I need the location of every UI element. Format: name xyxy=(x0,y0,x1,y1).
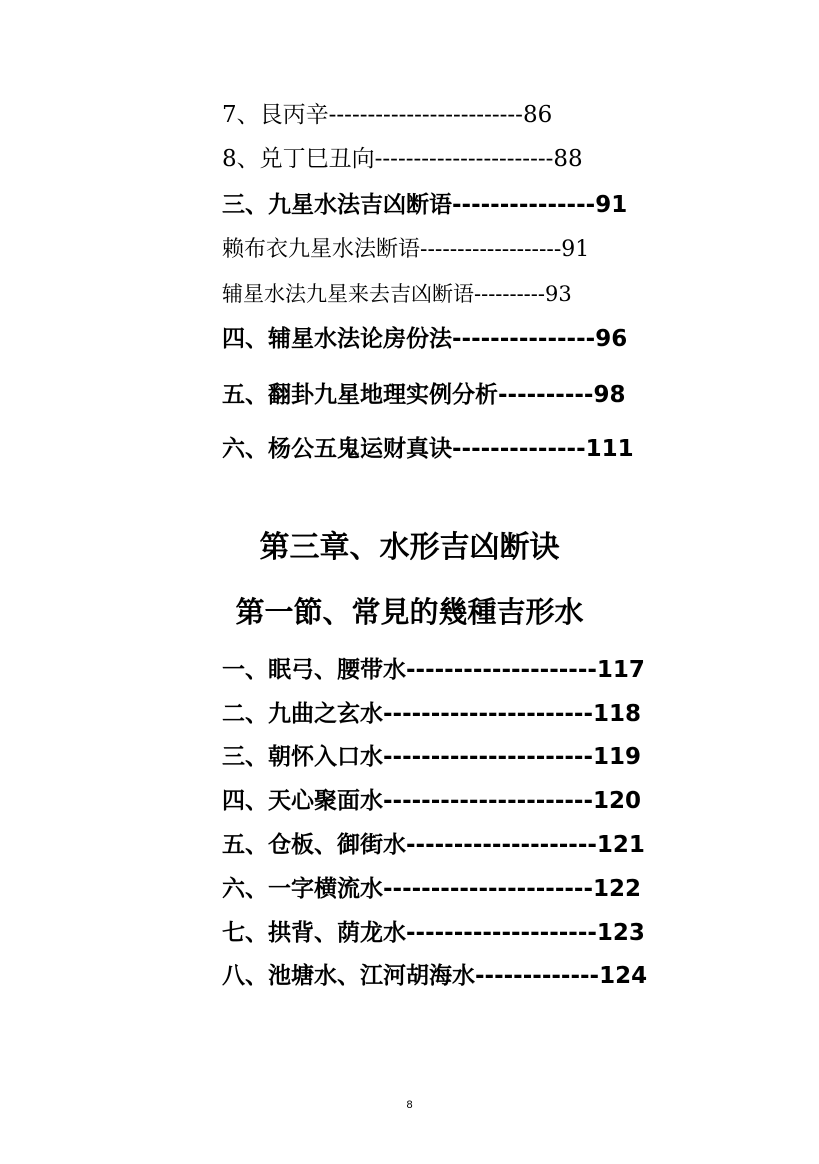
toc-entry-title: 五、仓板、御街水 xyxy=(222,832,406,858)
toc-entry-page: 121 xyxy=(596,832,645,858)
toc-entry-leader: -------------------- xyxy=(406,657,597,683)
toc-entry-title: 三、朝怀入口水 xyxy=(222,744,383,770)
toc-entry-page: 120 xyxy=(593,788,642,814)
toc-entry xyxy=(222,239,589,261)
toc-entry-leader: ---------------------- xyxy=(383,876,594,902)
toc-entry xyxy=(222,148,583,171)
toc-entry-leader: ---------- xyxy=(498,382,594,408)
toc-entry xyxy=(222,284,572,305)
toc-entry-leader: ---------- xyxy=(474,282,545,306)
toc-entry-title: 四、辅星水法论房份法 xyxy=(222,326,452,352)
toc-entry-title: 六、一字横流水 xyxy=(222,876,383,902)
toc-entry xyxy=(222,703,641,726)
toc-entry-page: 124 xyxy=(599,963,648,989)
toc-entry-title: 8、兑丁巳丑向 xyxy=(222,146,375,172)
toc-entry xyxy=(222,834,645,857)
toc-entry-title: 七、拱背、荫龙水 xyxy=(222,920,406,946)
toc-entry-page: 123 xyxy=(596,920,645,946)
toc-entry-title: 一、眠弓、腰带水 xyxy=(222,657,406,683)
toc-entry-page: 117 xyxy=(596,657,645,683)
toc-entry-title: 六、杨公五鬼运财真诀 xyxy=(222,436,452,462)
toc-entry-leader: -------------- xyxy=(452,436,586,462)
toc-entry xyxy=(222,194,627,217)
chapter-heading: 第三章、水形吉凶断诀 xyxy=(259,530,560,565)
toc-entry-leader: ------------------- xyxy=(420,237,562,262)
toc-entry-page: 118 xyxy=(593,701,642,727)
toc-entry-page: 88 xyxy=(553,146,583,172)
toc-entry-leader: --------------- xyxy=(452,192,596,218)
toc-entry-page: 91 xyxy=(561,237,590,262)
toc-entry-leader: ---------------------- xyxy=(383,701,594,727)
toc-entry-title: 五、翻卦九星地理实例分析 xyxy=(222,382,498,408)
toc-entry-leader: -------------------- xyxy=(406,920,597,946)
toc-entry xyxy=(222,104,552,127)
toc-entry-page: 93 xyxy=(544,282,572,306)
toc-entry xyxy=(222,438,634,461)
toc-entry xyxy=(222,922,645,945)
toc-entry-leader: ---------------------- xyxy=(383,788,594,814)
toc-entry xyxy=(222,328,627,351)
toc-entry-page: 98 xyxy=(593,382,626,408)
toc-entry-leader: --------------- xyxy=(452,326,596,352)
page-number: 8 xyxy=(406,1099,413,1111)
toc-entry-page: 122 xyxy=(593,876,642,902)
toc-entry xyxy=(222,746,641,769)
toc-entry-page: 91 xyxy=(595,192,628,218)
toc-entry-leader: ---------------------- xyxy=(383,744,594,770)
toc-entry-title: 辅星水法九星来去吉凶断语 xyxy=(222,282,474,306)
toc-entry-leader: ----------------------- xyxy=(374,146,554,172)
toc-entry-page: 111 xyxy=(585,436,634,462)
toc-entry-page: 96 xyxy=(595,326,628,352)
toc-entry xyxy=(222,965,647,988)
toc-entry-page: 119 xyxy=(593,744,642,770)
toc-entry xyxy=(222,384,625,407)
toc-entry-title: 三、九星水法吉凶断语 xyxy=(222,192,452,218)
toc-entry xyxy=(222,878,641,901)
toc-entry-leader: ------------- xyxy=(475,963,600,989)
toc-entry xyxy=(222,659,645,682)
toc-entry-leader: -------------------- xyxy=(406,832,597,858)
toc-entry-leader: ------------------------- xyxy=(328,102,523,128)
toc-entry-page: 86 xyxy=(522,102,553,128)
section-heading: 第一節、常見的幾種吉形水 xyxy=(235,595,584,629)
toc-entry xyxy=(222,790,641,813)
toc-entry-title: 赖布衣九星水法断语 xyxy=(222,237,421,262)
toc-entry-title: 四、天心聚面水 xyxy=(222,788,383,814)
toc-entry-title: 7、艮丙辛 xyxy=(222,102,329,128)
toc-entry-title: 八、池塘水、江河胡海水 xyxy=(222,963,475,989)
toc-entry-title: 二、九曲之玄水 xyxy=(222,701,383,727)
